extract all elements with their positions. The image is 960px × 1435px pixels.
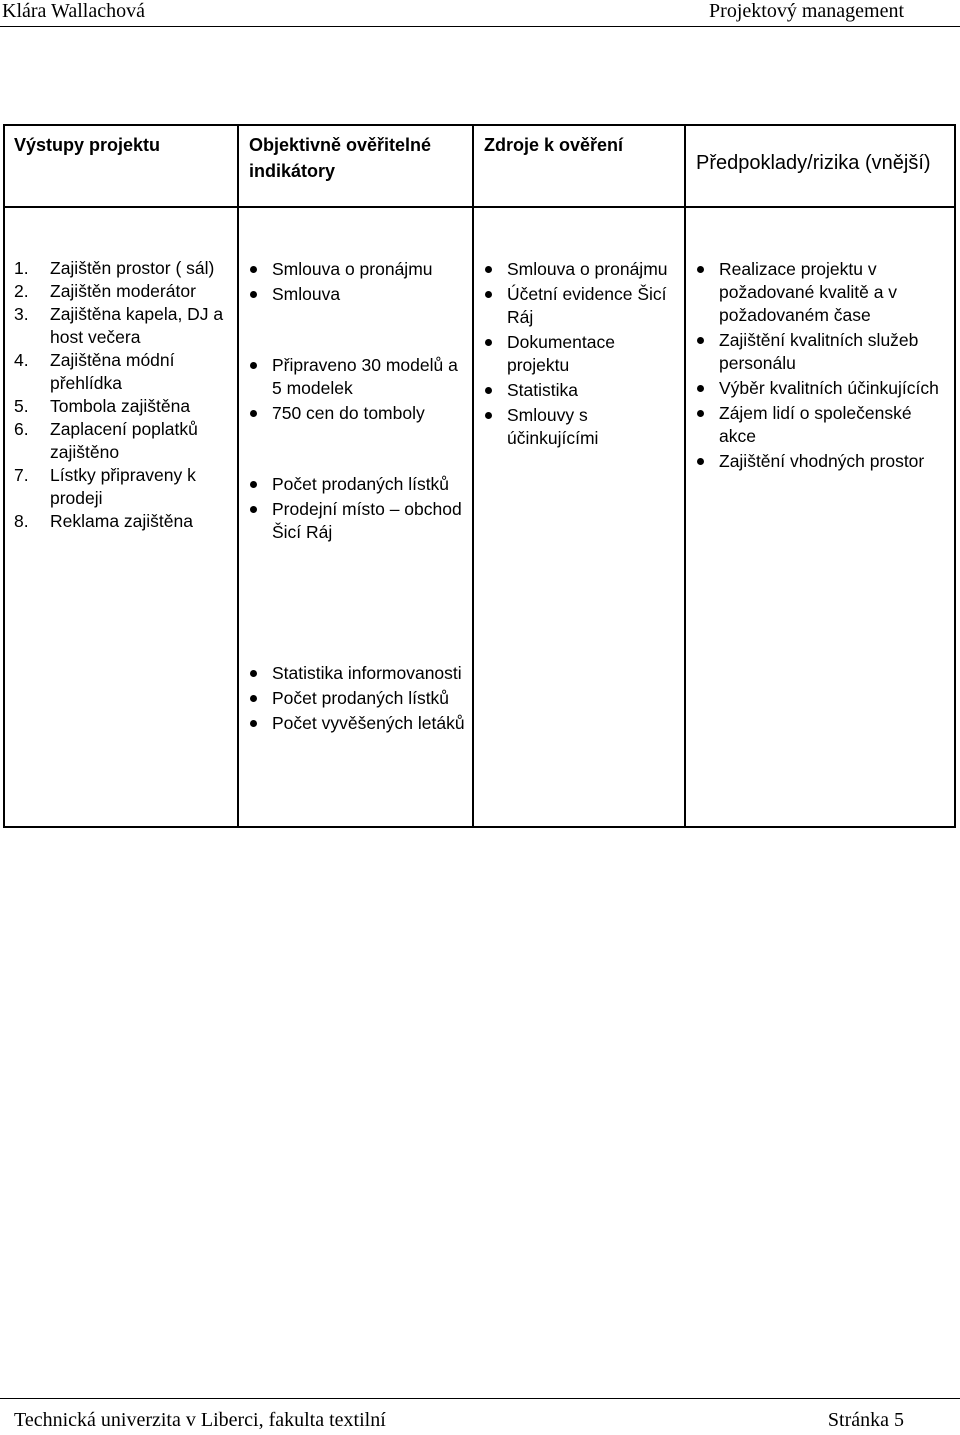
list-item: 7. Lístky připraveny k prodeji <box>14 465 196 508</box>
header-indicators: Objektivně ověřitelné indikátory <box>249 135 432 181</box>
footer-institution: Technická univerzita v Liberci, fakulta textilní <box>14 1409 386 1431</box>
list-item: Smlouva o pronájmu <box>479 258 679 281</box>
outputs-cell <box>14 257 230 533</box>
list-item: 6. Zaplacení poplatků zajištěno <box>14 419 198 462</box>
column-divider <box>684 124 686 828</box>
list-item: 1. Zajištěn prostor ( sál) <box>14 258 215 278</box>
footer-page-number: Stránka 5 <box>827 1409 904 1431</box>
list-item: Realizace projektu v požadované kvalitě a v požadovaném čase <box>691 258 953 327</box>
indicators-cell-lower <box>244 662 468 737</box>
column-divider <box>472 124 474 828</box>
indicators-list-4 <box>244 662 468 735</box>
list-item: Statistika <box>479 379 679 402</box>
header-outputs: Výstupy projektu <box>14 135 161 155</box>
list-item: 8. Reklama zajištěna <box>14 511 193 531</box>
assumptions-list <box>691 258 953 473</box>
list-item: Smlouvy s účinkujícími <box>479 404 679 450</box>
list-item: 2. Zajištěn moderátor <box>14 281 196 301</box>
list-item: 750 cen do tomboly <box>244 402 468 425</box>
assumptions-cell <box>691 258 953 475</box>
list-item: Účetní evidence Šicí Ráj <box>479 283 679 329</box>
header-subject: Projektový management <box>709 0 904 22</box>
list-item: Výběr kvalitních účinkujících <box>691 377 953 400</box>
list-item: Dokumentace projektu <box>479 331 679 377</box>
list-item: Počet vyvěšených letáků <box>244 712 468 735</box>
list-item: 4. Zajištěna módní přehlídka <box>14 350 175 393</box>
page-header <box>0 0 960 27</box>
column-divider <box>237 124 239 828</box>
list-item: Zájem lidí o společenské akce <box>691 402 953 448</box>
header-assumptions: Předpoklady/rizika (vnější) <box>696 152 931 174</box>
outputs-list <box>14 257 230 533</box>
list-item: 3. Zajištěna kapela, DJ a host večera <box>14 304 224 347</box>
list-item: 5. Tombola zajištěna <box>14 396 191 416</box>
indicators-cell <box>244 258 468 546</box>
indicators-list-1 <box>244 258 468 306</box>
list-item: Prodejní místo – obchod Šicí Ráj <box>244 498 468 544</box>
page-footer <box>0 1398 960 1435</box>
list-item: Smlouva <box>244 283 468 306</box>
indicators-list-3 <box>244 473 468 544</box>
indicators-list-2 <box>244 354 468 425</box>
sources-list <box>479 258 679 450</box>
list-item: Počet prodaných lístků <box>244 687 468 710</box>
header-sources: Zdroje k ověření <box>484 135 624 155</box>
list-item: Smlouva o pronájmu <box>244 258 468 281</box>
header-author: Klára Wallachová <box>2 0 145 22</box>
list-item: Zajištění kvalitních služeb personálu <box>691 329 953 375</box>
header-divider <box>3 206 956 208</box>
list-item: Statistika informovanosti <box>244 662 468 685</box>
list-item: Připraveno 30 modelů a 5 modelek <box>244 354 468 400</box>
list-item: Zajištění vhodných prostor <box>691 450 953 473</box>
sources-cell <box>479 258 679 452</box>
list-item: Počet prodaných lístků <box>244 473 468 496</box>
